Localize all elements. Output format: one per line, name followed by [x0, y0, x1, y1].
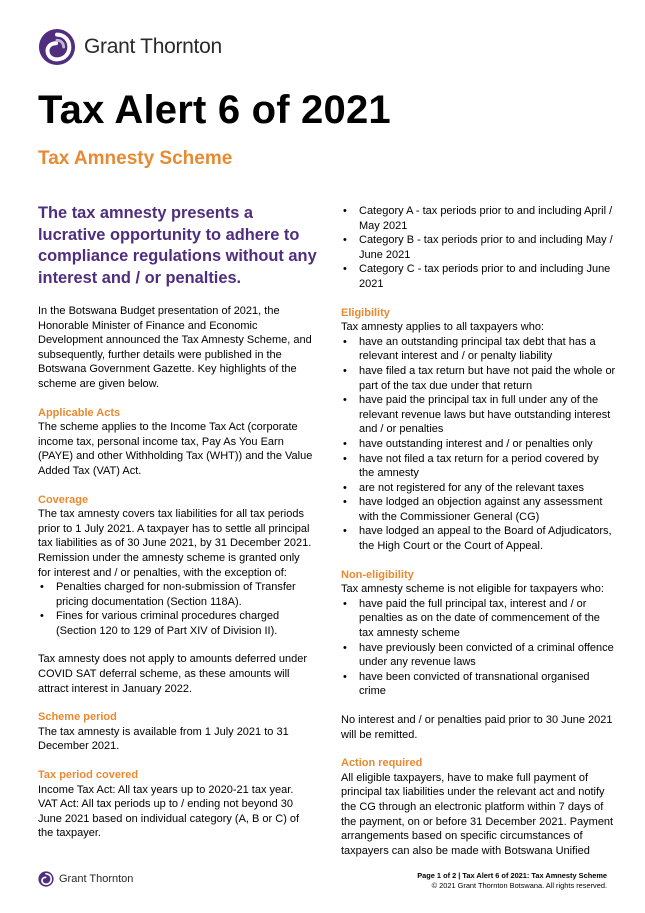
heading-action-required: Action required [341, 757, 423, 770]
list-item: • have paid the full principal tax, interest and / or penalties as on the date of commencement of the tax amnesty scheme [341, 597, 617, 641]
lead-statement: The tax amnesty presents a lucrative opportunity to adhere to compliance regulations without any interest and / or penalties. [38, 204, 317, 287]
list-item: • have lodged an objection against any assessment with the Commissioner General (CG) [341, 495, 617, 524]
page-title: Tax Alert 6 of 2021 [38, 88, 391, 132]
heading-coverage: Coverage [38, 493, 89, 506]
footer-brand-name: Grant Thornton [59, 873, 134, 885]
list-item: • have an outstanding principal tax debt that has a relevant interest and / or penalty liability [341, 335, 617, 364]
list-item: • are not registered for any of the relevant taxes [341, 481, 617, 496]
eligibility-text: Tax amnesty applies to all taxpayers who: [341, 321, 544, 334]
intro-paragraph: In the Botswana Budget presentation of 2021, the Honorable Minister of Finance and Economic Development announced the Tax Amnesty Scheme, and subsequently, further details were published in the Botswana Government Gazette. Key highlights of the scheme are given below. [38, 305, 312, 390]
scheme-period-text: The tax amnesty is available from 1 July 2021 to 31 December 2021. [38, 725, 289, 753]
footer-logo-icon [38, 871, 54, 887]
coverage-text: The tax amnesty covers tax liabilities for all tax periods prior to 1 July 2021. A taxpayer has to settle all principal tax liabilities as of 30 June 2021, by 31 December 2021. Remission under the amnesty scheme is granted only for interest and / or penalties, with the exception of: [38, 508, 312, 579]
heading-eligibility: Eligibility [341, 306, 390, 319]
non-eligibility-list [341, 597, 617, 699]
non-eligibility-text: Tax amnesty scheme is not eligible for taxpayers who: [341, 583, 604, 596]
vat-category-list [341, 204, 617, 292]
brand-name: Grant Thornton [84, 35, 222, 58]
page-subtitle: Tax Amnesty Scheme [38, 148, 233, 169]
footer-copyright: © 2021 Grant Thornton Botswana. All rights reserved. [431, 881, 607, 890]
coverage-note: Tax amnesty does not apply to amounts deferred under COVID SAT deferral scheme, as these amounts will attract interest in January 2022. [38, 653, 308, 695]
list-item: • Category B - tax periods prior to and including May / June 2021 [341, 233, 617, 262]
list-item: • have paid the principal tax in full under any of the relevant revenue laws but have outstanding interest and / or penalties [341, 393, 617, 437]
list-item: • Category A - tax periods prior to and including April / May 2021 [341, 204, 617, 233]
left-column [38, 304, 314, 841]
heading-tax-period: Tax period covered [38, 769, 139, 782]
coverage-exceptions-list [38, 580, 314, 638]
list-item: • Category C - tax periods prior to and including June 2021 [341, 262, 617, 291]
applicable-acts-text: The scheme applies to the Income Tax Act (corporate income tax, personal income tax, Pay As You Earn (PAYE) and other Withholding Tax (WHT)) and the Value Added Tax (VAT) Act. [38, 421, 313, 477]
heading-scheme-period: Scheme period [38, 711, 117, 724]
list-item: • have lodged an appeal to the Board of Adjudicators, the High Court or the Court of Appeal. [341, 524, 617, 553]
list-item: • Fines for various criminal procedures charged (Section 120 to 129 of Part XIV of Division II). [38, 609, 314, 638]
footer-page-info: Page 1 of 2 | Tax Alert 6 of 2021: Tax Amnesty Scheme [417, 871, 607, 880]
list-item: • have filed a tax return but have not paid the whole or part of the tax due under that return [341, 364, 617, 393]
list-item: • have previously been convicted of a criminal offence under any revenue laws [341, 641, 617, 670]
grant-thornton-logo-icon [38, 28, 76, 66]
tax-period-vat: VAT Act: All tax periods up to / ending not beyond 30 June 2021 based on individual category (A, B or C) of the taxpayer. [38, 798, 300, 840]
list-item: • have not filed a tax return for a period covered by the amnesty [341, 452, 617, 481]
list-item: • have been convicted of transnational organised crime [341, 670, 617, 699]
footer-info [417, 871, 607, 891]
list-item: • Penalties charged for non-submission of Transfer pricing documentation (Section 118A). [38, 580, 314, 609]
eligibility-list [341, 335, 617, 554]
heading-applicable-acts: Applicable Acts [38, 406, 121, 419]
heading-non-eligibility: Non-eligibility [341, 568, 414, 581]
tax-period-income: Income Tax Act: All tax years up to 2020-21 tax year. [38, 783, 294, 796]
list-item: • have outstanding interest and / or penalties only [341, 437, 617, 452]
right-column [341, 204, 617, 858]
action-required-text: All eligible taxpayers, have to make full payment of principal tax liabilities under the relevant act and notify the CG through an electronic platform within 7 days of the payment, on or before 31 December 2021. Payment arrangements based on specific circumstances of taxpayers can also be made with Botswana Unified [341, 771, 614, 857]
non-eligibility-note: No interest and / or penalties paid prior to 30 June 2021 will be remitted. [341, 714, 613, 741]
